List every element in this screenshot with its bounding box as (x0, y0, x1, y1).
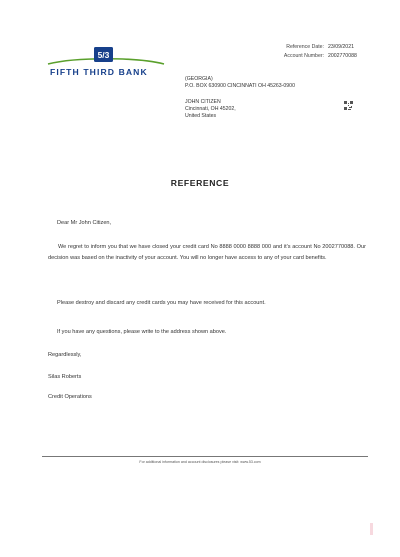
closing: Regardlessly, (48, 352, 82, 358)
page-mark (370, 523, 373, 535)
greeting: Dear Mr John Citizen, (57, 220, 112, 226)
bank-logo (46, 44, 166, 80)
bank-name: FIFTH THIRD BANK (50, 67, 148, 77)
customer-address-line2: United States (185, 113, 217, 120)
bank-logo-icon (46, 44, 166, 68)
paragraph-closure: We regret to inform you that we have closed your credit card No 8888 0000 8888 000 and it's account No 2002770088. Our decision was based on the inactivity of your account. You will no longer have access to any of your card benefits. (48, 244, 366, 261)
customer-name: JOHN CITIZEN (185, 99, 221, 105)
reference-block (270, 43, 380, 60)
account-number-label: Account Number: (283, 52, 324, 59)
reference-date-value: 23/09/2021 (328, 44, 354, 50)
paragraph-questions: If you have any questions, please write to the address shown above. (57, 329, 227, 335)
qr-code-icon (344, 101, 353, 110)
bank-address-line1: (GEORGIA) (185, 76, 213, 82)
paragraph-destroy-cards: Please destroy and discard any credit cards you may have received for this account. (57, 300, 266, 306)
reference-date-row (270, 43, 380, 52)
footer-divider (42, 456, 368, 457)
letter-title: REFERENCE (170, 178, 230, 188)
customer-address (185, 99, 236, 121)
logo-mark-text: 5/3 (97, 50, 110, 60)
account-number-row (270, 52, 380, 61)
signer-department: Credit Operations (48, 394, 92, 400)
bank-address-line2: P.O. BOX 630900 CINCINNATI OH 45263-0900 (185, 83, 295, 90)
footer-note: For additional information and account disclosures please visit: www.53.com (139, 460, 261, 464)
customer-address-line1: Cincinnati, OH 45202, (185, 106, 236, 113)
reference-date-label: Reference Date: (286, 44, 324, 50)
signer-name: Silas Roberts (48, 374, 82, 380)
account-number-value: 2002770088 (328, 52, 357, 59)
bank-address (185, 76, 295, 90)
